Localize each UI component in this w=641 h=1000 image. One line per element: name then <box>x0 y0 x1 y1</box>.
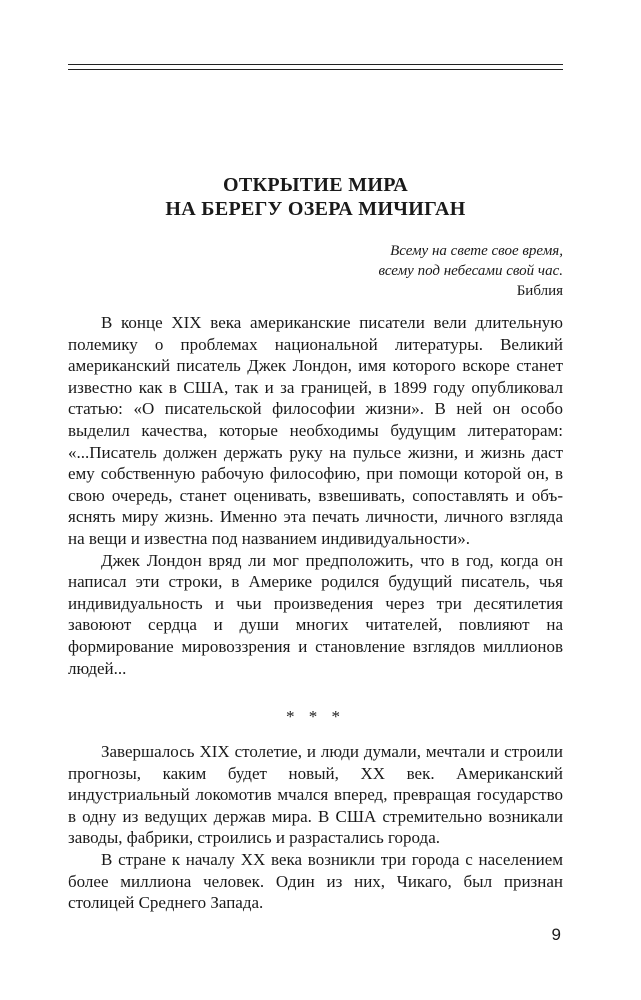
body-text-section-2 <box>68 741 563 914</box>
chapter-title-line-2: НА БЕРЕГУ ОЗЕРА МИЧИГАН <box>165 198 466 220</box>
header-rule-bottom <box>68 69 563 70</box>
chapter-title <box>68 173 563 221</box>
header-rule-top <box>68 64 563 65</box>
epigraph <box>263 241 563 301</box>
section-separator: * * * <box>286 707 345 726</box>
paragraph: Завершалось XIX столетие, и люди думали, мечтали и строили прогнозы, каким будет новый, XX век. Американский индустриальный локомотив мчался вперед, превращая государство в одну из ведущих держав мира. В США стремительно возникали заводы, фабрики, строились и разрастались города. <box>68 742 563 848</box>
epigraph-line-1: Всему на свете свое время, <box>390 243 563 259</box>
paragraph: В конце XIX века американские писатели вели длительную полемику о проблемах национальной литературы. Великий американский писатель Джек Лондон, имя которого вскоре станет известно как в США, так и за границей, в 1899 году опубликовал статью: «О писательской философии жизни». В ней он особо выделил качества, которые необходимы будущим литераторам: «...Писатель должен держать руку на пульсе жизни, и жизнь даст ему собственную рабочую философию, при помощи которой он, в свою очередь, станет оценивать, взвешивать, сопоставлять и объяснять миру жизнь. Именно эта печать личности, личного взгляда на вещи и известна под названием индивидуальности». <box>68 313 563 548</box>
paragraph: В стране к началу XX века возникли три города с населением более миллиона человек. Один из них, Чикаго, был признан столицей Среднего Запада. <box>68 849 563 913</box>
epigraph-line-2: всему под небесами свой час. <box>378 263 563 279</box>
page-number: 9 <box>551 925 561 944</box>
body-text-section-1 <box>68 312 563 679</box>
paragraph: Джек Лондон вряд ли мог предположить, что в год, когда он написал эти строки, в Америке родился будущий писатель, чья индивидуальность и чьи произведения через три десятилетия завоюют сердца и души многих читателей, повлияют на формирование мировоззрения и становление взглядов миллионов людей... <box>68 550 563 678</box>
chapter-title-line-1: ОТКРЫТИЕ МИРА <box>223 174 408 196</box>
epigraph-source: Библия <box>516 283 563 299</box>
